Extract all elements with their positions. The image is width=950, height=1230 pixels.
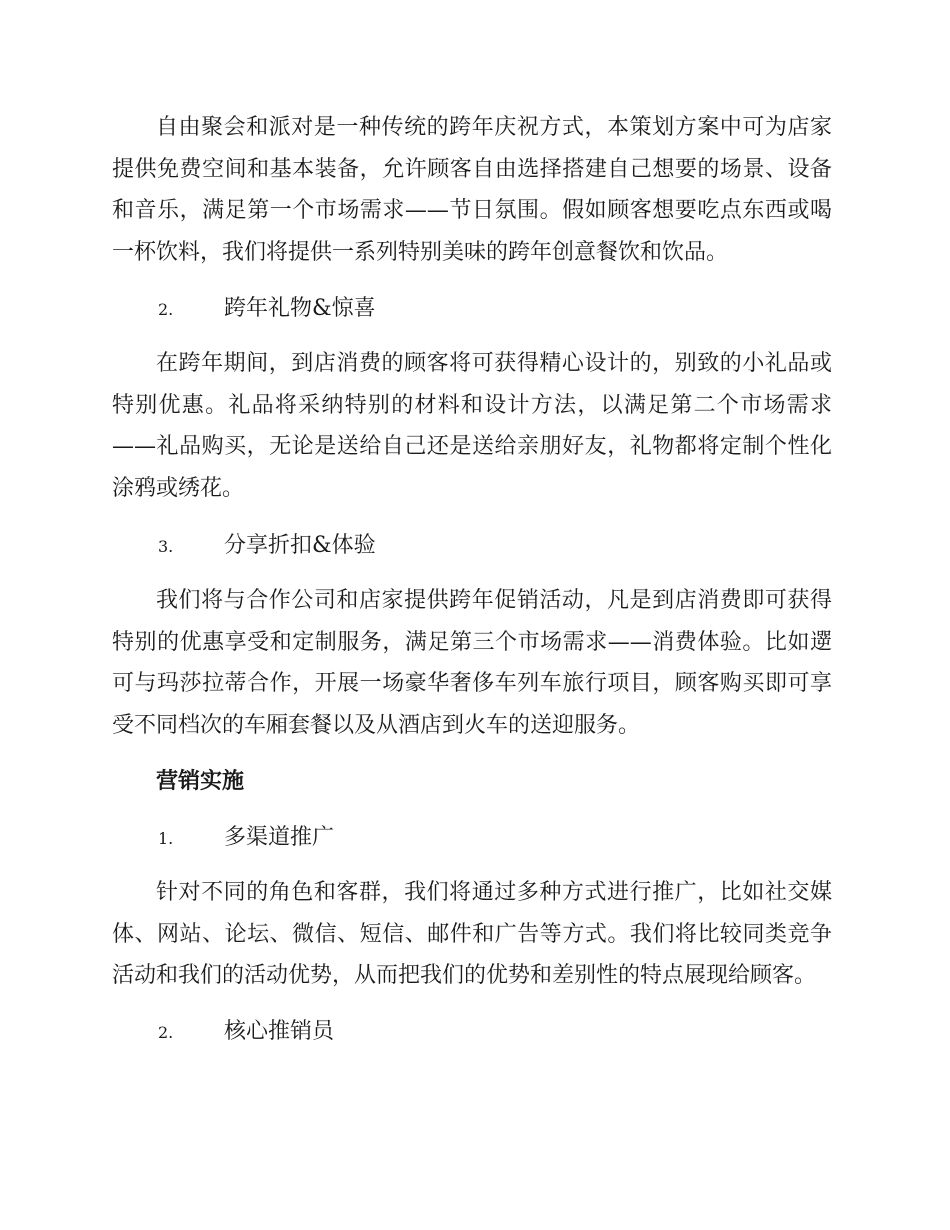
section-heading-marketing: 营销实施 <box>156 769 245 794</box>
paragraph-free-party: 自由聚会和派对是一种传统的跨年庆祝方式，本策划方案中可为店家提供免费空间和基本装备，允许顾客自由选择搭建自己想要的场景、设备和音乐，满足第一个市场需求——节日氛围。假如顾客想要吃点东西或喝一杯饮料，我们将提供一系列特别美味的跨年创意餐饮和饮品。 <box>112 115 832 266</box>
list-item-channels <box>158 823 334 854</box>
list-label: 分享折扣&体验 <box>224 533 376 558</box>
list-label: 多渠道推广 <box>224 825 335 850</box>
list-item-discount <box>158 531 376 562</box>
paragraph-gifts: 在跨年期间，到店消费的顾客将可获得精心设计的，别致的小礼品或特别优惠。礼品将采纳特别的材料和设计方法，以满足第二个市场需求——礼品购买，无论是送给自己还是送给亲朋好友，礼物都将定制个性化涂鸦或绣花。 <box>112 351 832 502</box>
paragraph-discount: 我们将与合作公司和店家提供跨年促销活动，凡是到店消费即可获得特别的优惠享受和定制服务，满足第三个市场需求——消费体验。比如遻可与玛莎拉蒂合作，开展一场豪华奢侈车列车旅行项目，顾客购买即可享受不同档次的车厢套餐以及从酒店到火车的送迎服务。 <box>112 588 832 739</box>
list-label: 核心推销员 <box>224 1019 335 1044</box>
list-item-salesperson <box>158 1017 334 1048</box>
list-item-gifts <box>158 294 376 325</box>
list-label: 跨年礼物&惊喜 <box>224 296 376 321</box>
list-number: 3. <box>158 537 174 556</box>
list-number: 2. <box>158 300 174 319</box>
list-number: 1. <box>158 829 174 848</box>
list-number: 2. <box>158 1023 174 1042</box>
paragraph-channels: 针对不同的角色和客群，我们将通过多种方式进行推广，比如社交媒体、网站、论坛、微信、短信、邮件和广告等方式。我们将比较同类竞争活动和我们的活动优势，从而把我们的优势和差别性的特点展现给顾客。 <box>112 880 832 989</box>
